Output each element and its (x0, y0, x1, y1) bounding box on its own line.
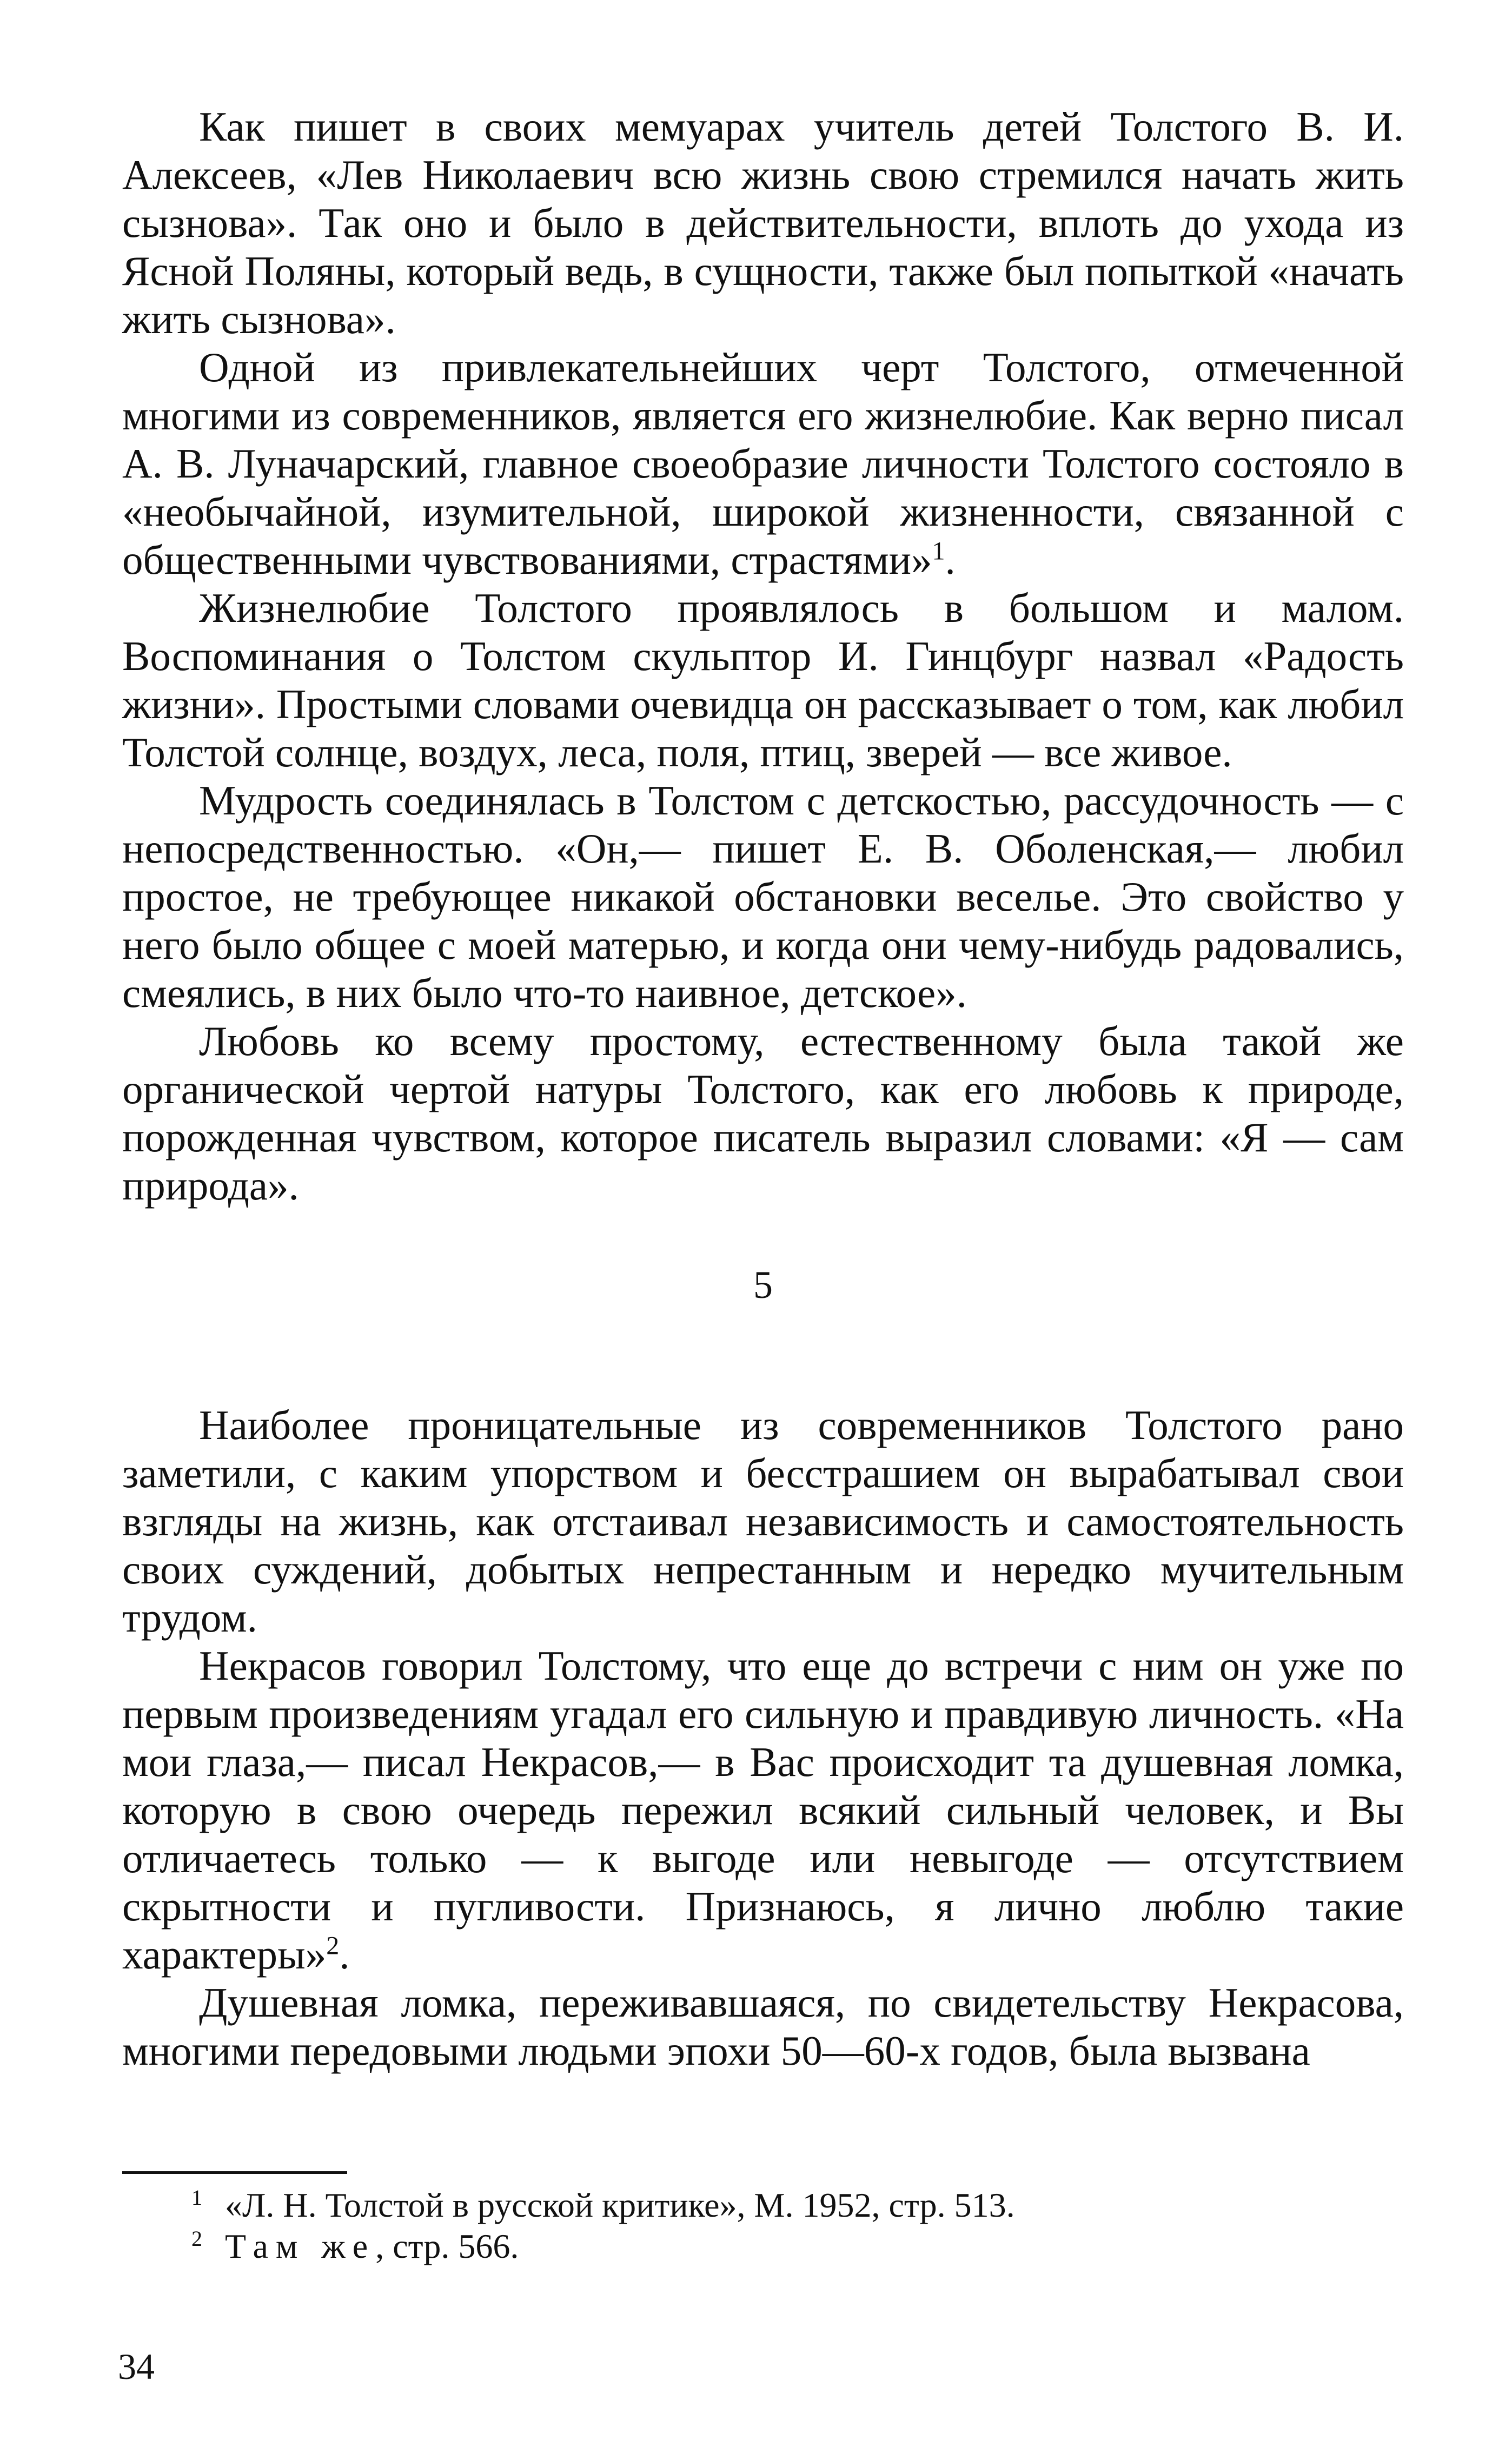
paragraph-text: Как пишет в своих мемуарах учитель детей Толстого В. И. Алексеев, «Лев Николаевич всю жизнь свою стремился начать жить сызнова». Так оно и было в действительности, вплоть до ухода из Ясной Поляны, который ведь, в сущности, также был попыткой «начать жить сызнова». (122, 103, 1404, 342)
paragraph-text: Одной из привлекательнейших черт Толстого, отмеченной многими из современников, является его жизнелюбие. Как верно писал А. В. Луначарский, главное своеобразие личности Толстого состояло в «необычайной, изумительной, широкой жизненности, связанной с общественными чувствованиями, страстями» (122, 344, 1404, 583)
paragraph-obolenskaya (122, 777, 1404, 1017)
paragraph-gintsburg (122, 584, 1404, 777)
footnote-spaced-text: Там же (225, 2227, 376, 2265)
footnote-mark: 1 (191, 2185, 202, 2210)
footnote-text-wrapper (191, 2226, 1404, 2267)
footnote-2 (122, 2226, 1404, 2267)
paragraph-nekrasov (122, 1642, 1404, 1979)
paragraph-text: Душевная ломка, переживавшаяся, по свидетельству Некрасова, многими передовыми людьми эпохи 50—60-х годов, была вызвана (122, 1979, 1404, 2074)
paragraph-text: Любовь ко всему простому, естественному была такой же органической чертой натуры Толстого, как его любовь к природе, порожденная чувством, которое писатель выразил словами: «Я — сам природа». (122, 1018, 1404, 1209)
footnote-divider (122, 2171, 347, 2174)
footnote-ref-1[interactable]: 1 (932, 536, 945, 566)
footnote-text: «Л. Н. Толстой в русской критике», М. 1952, стр. 513. (225, 2186, 1015, 2224)
paragraph-tail: . (339, 1931, 350, 1978)
paragraph-alekseev (122, 103, 1404, 343)
footnote-mark: 2 (191, 2226, 202, 2251)
section-number: 5 (753, 1263, 773, 1307)
paragraph-break (122, 1979, 1404, 2075)
footnote-text: , стр. 566. (375, 2227, 519, 2265)
paragraph-text: Некрасов говорил Толстому, что еще до встречи с ним он уже по первым произведениям угадал его сильную и правдивую личность. «На мои глаза,— писал Некрасов,— в Вас происходит та душевная ломка, которую в свою очередь пережил всякий сильный человек, и Вы отличаетесь только — к выгоде или невыгоде — отсутствием скрытности и пугливости. Признаюсь, я лично люблю такие характеры» (122, 1642, 1404, 1978)
paragraph-nature (122, 1017, 1404, 1210)
footnote-ref-2[interactable]: 2 (326, 1931, 340, 1960)
paragraph-lunacharsky (122, 343, 1404, 584)
footnote-1 (122, 2185, 1404, 2226)
page-number: 34 (118, 2346, 155, 2387)
paragraph-text: Наиболее проницательные из современников Толстого рано заметили, с каким упорством и бесстрашием он вырабатывал свои взгляды на жизнь, как отстаивал независимость и самостоятельность своих суждений, добытых непрестанным и нередко мучительным трудом. (122, 1402, 1404, 1641)
paragraph-text: Мудрость соединялась в Толстом с детскостью, рассудочность — с непосредственностью. «Он,— пишет Е. В. Оболенская,— любил простое, не требующее никакой обстановки веселье. Это свойство у него было общее с моей матерью, и когда они чему-нибудь радовались, смеялись, в них было что-то наивное, детское». (122, 777, 1404, 1016)
footnotes (122, 2185, 1404, 2267)
page-body (122, 103, 1404, 2075)
paragraph-tail: . (945, 536, 956, 583)
paragraph-contemporaries (122, 1401, 1404, 1642)
paragraph-text: Жизнелюбие Толстого проявлялось в большом и малом. Воспоминания о Толстом скульптор И. Гинцбург назвал «Радость жизни». Простыми словами очевидца он рассказывает о том, как любил Толстой солнце, воздух, леса, поля, птиц, зверей — все живое. (122, 585, 1404, 775)
